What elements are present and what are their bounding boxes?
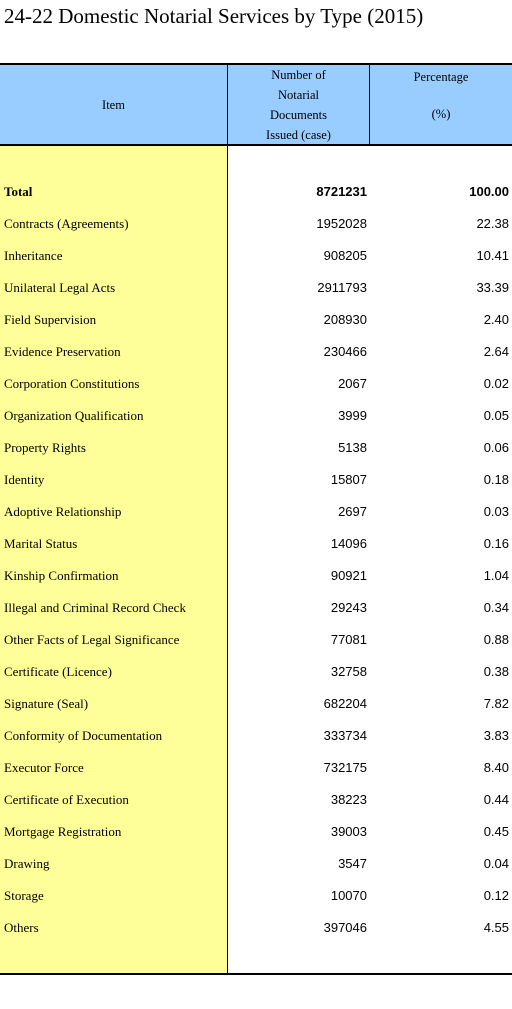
- row-number: 397046: [323, 920, 367, 935]
- table-row: [0, 562, 512, 594]
- header-item: [0, 65, 227, 144]
- row-number: 29243: [330, 600, 367, 615]
- row-number: 14096: [330, 536, 367, 551]
- row-percent: 0.05: [483, 408, 509, 423]
- row-item: Storage: [4, 888, 44, 903]
- header-number-line: Number of: [271, 67, 326, 82]
- row-percent: 3.83: [483, 728, 509, 743]
- header-percentage-label: Percentage: [413, 70, 469, 84]
- table-row: [0, 306, 512, 338]
- row-percent: 0.44: [483, 792, 509, 807]
- row-number: 38223: [330, 792, 367, 807]
- row-item: Evidence Preservation: [4, 344, 121, 359]
- row-percent: 22.38: [476, 216, 509, 231]
- table-row: [0, 338, 512, 370]
- table-row: [0, 210, 512, 242]
- row-number: 15807: [330, 472, 367, 487]
- header-number: [228, 65, 369, 144]
- row-item: Others: [4, 920, 39, 935]
- row-item: Mortgage Registration: [4, 824, 122, 839]
- row-number: 10070: [330, 888, 367, 903]
- table-row: [0, 882, 512, 914]
- row-percent: 0.12: [483, 888, 509, 903]
- row-number: 3999: [338, 408, 367, 423]
- row-number: 230466: [323, 344, 367, 359]
- row-item: Certificate (Licence): [4, 664, 112, 679]
- row-item: Unilateral Legal Acts: [4, 280, 116, 295]
- table-row: [0, 530, 512, 562]
- header-number-line: Issued (case): [266, 127, 331, 142]
- row-percent: 8.40: [483, 760, 509, 775]
- table-row: [0, 722, 512, 754]
- row-number: 682204: [323, 696, 367, 711]
- table-row: [0, 466, 512, 498]
- header-percentage-unit: (%): [431, 106, 451, 121]
- table-row: [0, 850, 512, 882]
- row-number: 208930: [323, 312, 367, 327]
- row-item: Identity: [4, 472, 45, 487]
- header-percentage: [370, 65, 512, 144]
- table-row: [0, 274, 512, 306]
- row-percent: 10.41: [476, 248, 509, 263]
- row-item: Total: [4, 184, 33, 199]
- row-item: Property Rights: [4, 440, 86, 455]
- table-row: [0, 690, 512, 722]
- table-row: [0, 242, 512, 274]
- row-percent: 0.34: [483, 600, 509, 615]
- row-percent: 0.88: [483, 632, 509, 647]
- row-item: Conformity of Documentation: [4, 728, 163, 743]
- notarial-services-table: [0, 63, 512, 975]
- row-percent: 0.03: [483, 504, 509, 519]
- row-item: Inheritance: [4, 248, 63, 263]
- row-item: Contracts (Agreements): [4, 216, 129, 231]
- table-row: [0, 434, 512, 466]
- row-number: 1952028: [316, 216, 367, 231]
- row-number: 39003: [330, 824, 367, 839]
- row-number: 90921: [330, 568, 367, 583]
- row-percent: 1.04: [483, 568, 509, 583]
- row-percent: 100.00: [469, 184, 509, 199]
- table-row: [0, 754, 512, 786]
- row-item: Kinship Confirmation: [4, 568, 119, 583]
- row-item: Other Facts of Legal Significance: [4, 632, 180, 647]
- row-item: Corporation Constitutions: [4, 376, 140, 391]
- row-number: 77081: [330, 632, 367, 647]
- row-percent: 0.06: [483, 440, 509, 455]
- row-number: 732175: [323, 760, 367, 775]
- row-item: Signature (Seal): [4, 696, 89, 711]
- row-item: Field Supervision: [4, 312, 97, 327]
- row-item: Drawing: [4, 856, 50, 871]
- row-percent: 0.18: [483, 472, 509, 487]
- row-percent: 33.39: [476, 280, 509, 295]
- row-percent: 2.40: [483, 312, 509, 327]
- row-number: 3547: [338, 856, 367, 871]
- table-row: [0, 914, 512, 946]
- row-percent: 7.82: [483, 696, 509, 711]
- table-row: [0, 818, 512, 850]
- row-number: 333734: [323, 728, 367, 743]
- page-title: 24-22 Domestic Notarial Services by Type (2015): [4, 4, 424, 28]
- row-item: Executor Force: [4, 760, 84, 775]
- row-percent: 2.64: [483, 344, 509, 359]
- header-number-line: Documents: [270, 107, 327, 122]
- row-item: Illegal and Criminal Record Check: [4, 600, 186, 615]
- header-item-label: Item: [102, 97, 125, 112]
- row-percent: 4.55: [483, 920, 509, 935]
- table-row: [0, 658, 512, 690]
- table-row: [0, 498, 512, 530]
- row-number: 2911793: [317, 280, 367, 295]
- table-row: [0, 178, 512, 210]
- row-number: 8721231: [316, 184, 367, 199]
- row-item: Adoptive Relationship: [4, 504, 122, 519]
- table-header: [0, 63, 512, 146]
- row-percent: 0.04: [483, 856, 509, 871]
- table-row: [0, 626, 512, 658]
- row-percent: 0.38: [483, 664, 509, 679]
- table-row: [0, 370, 512, 402]
- table-body: [0, 146, 512, 975]
- row-number: 5138: [338, 440, 367, 455]
- row-percent: 0.02: [483, 376, 509, 391]
- table-row: [0, 786, 512, 818]
- table-row: [0, 402, 512, 434]
- row-percent: 0.16: [483, 536, 509, 551]
- row-number: 32758: [330, 664, 367, 679]
- row-number: 908205: [323, 248, 367, 263]
- row-number: 2067: [338, 376, 367, 391]
- row-item: Marital Status: [4, 536, 78, 551]
- row-number: 2697: [338, 504, 367, 519]
- row-percent: 0.45: [483, 824, 509, 839]
- header-number-line: Notarial: [278, 87, 319, 102]
- row-item: Certificate of Execution: [4, 792, 129, 807]
- table-row: [0, 594, 512, 626]
- row-item: Organization Qualification: [4, 408, 144, 423]
- table-rows: [0, 178, 512, 946]
